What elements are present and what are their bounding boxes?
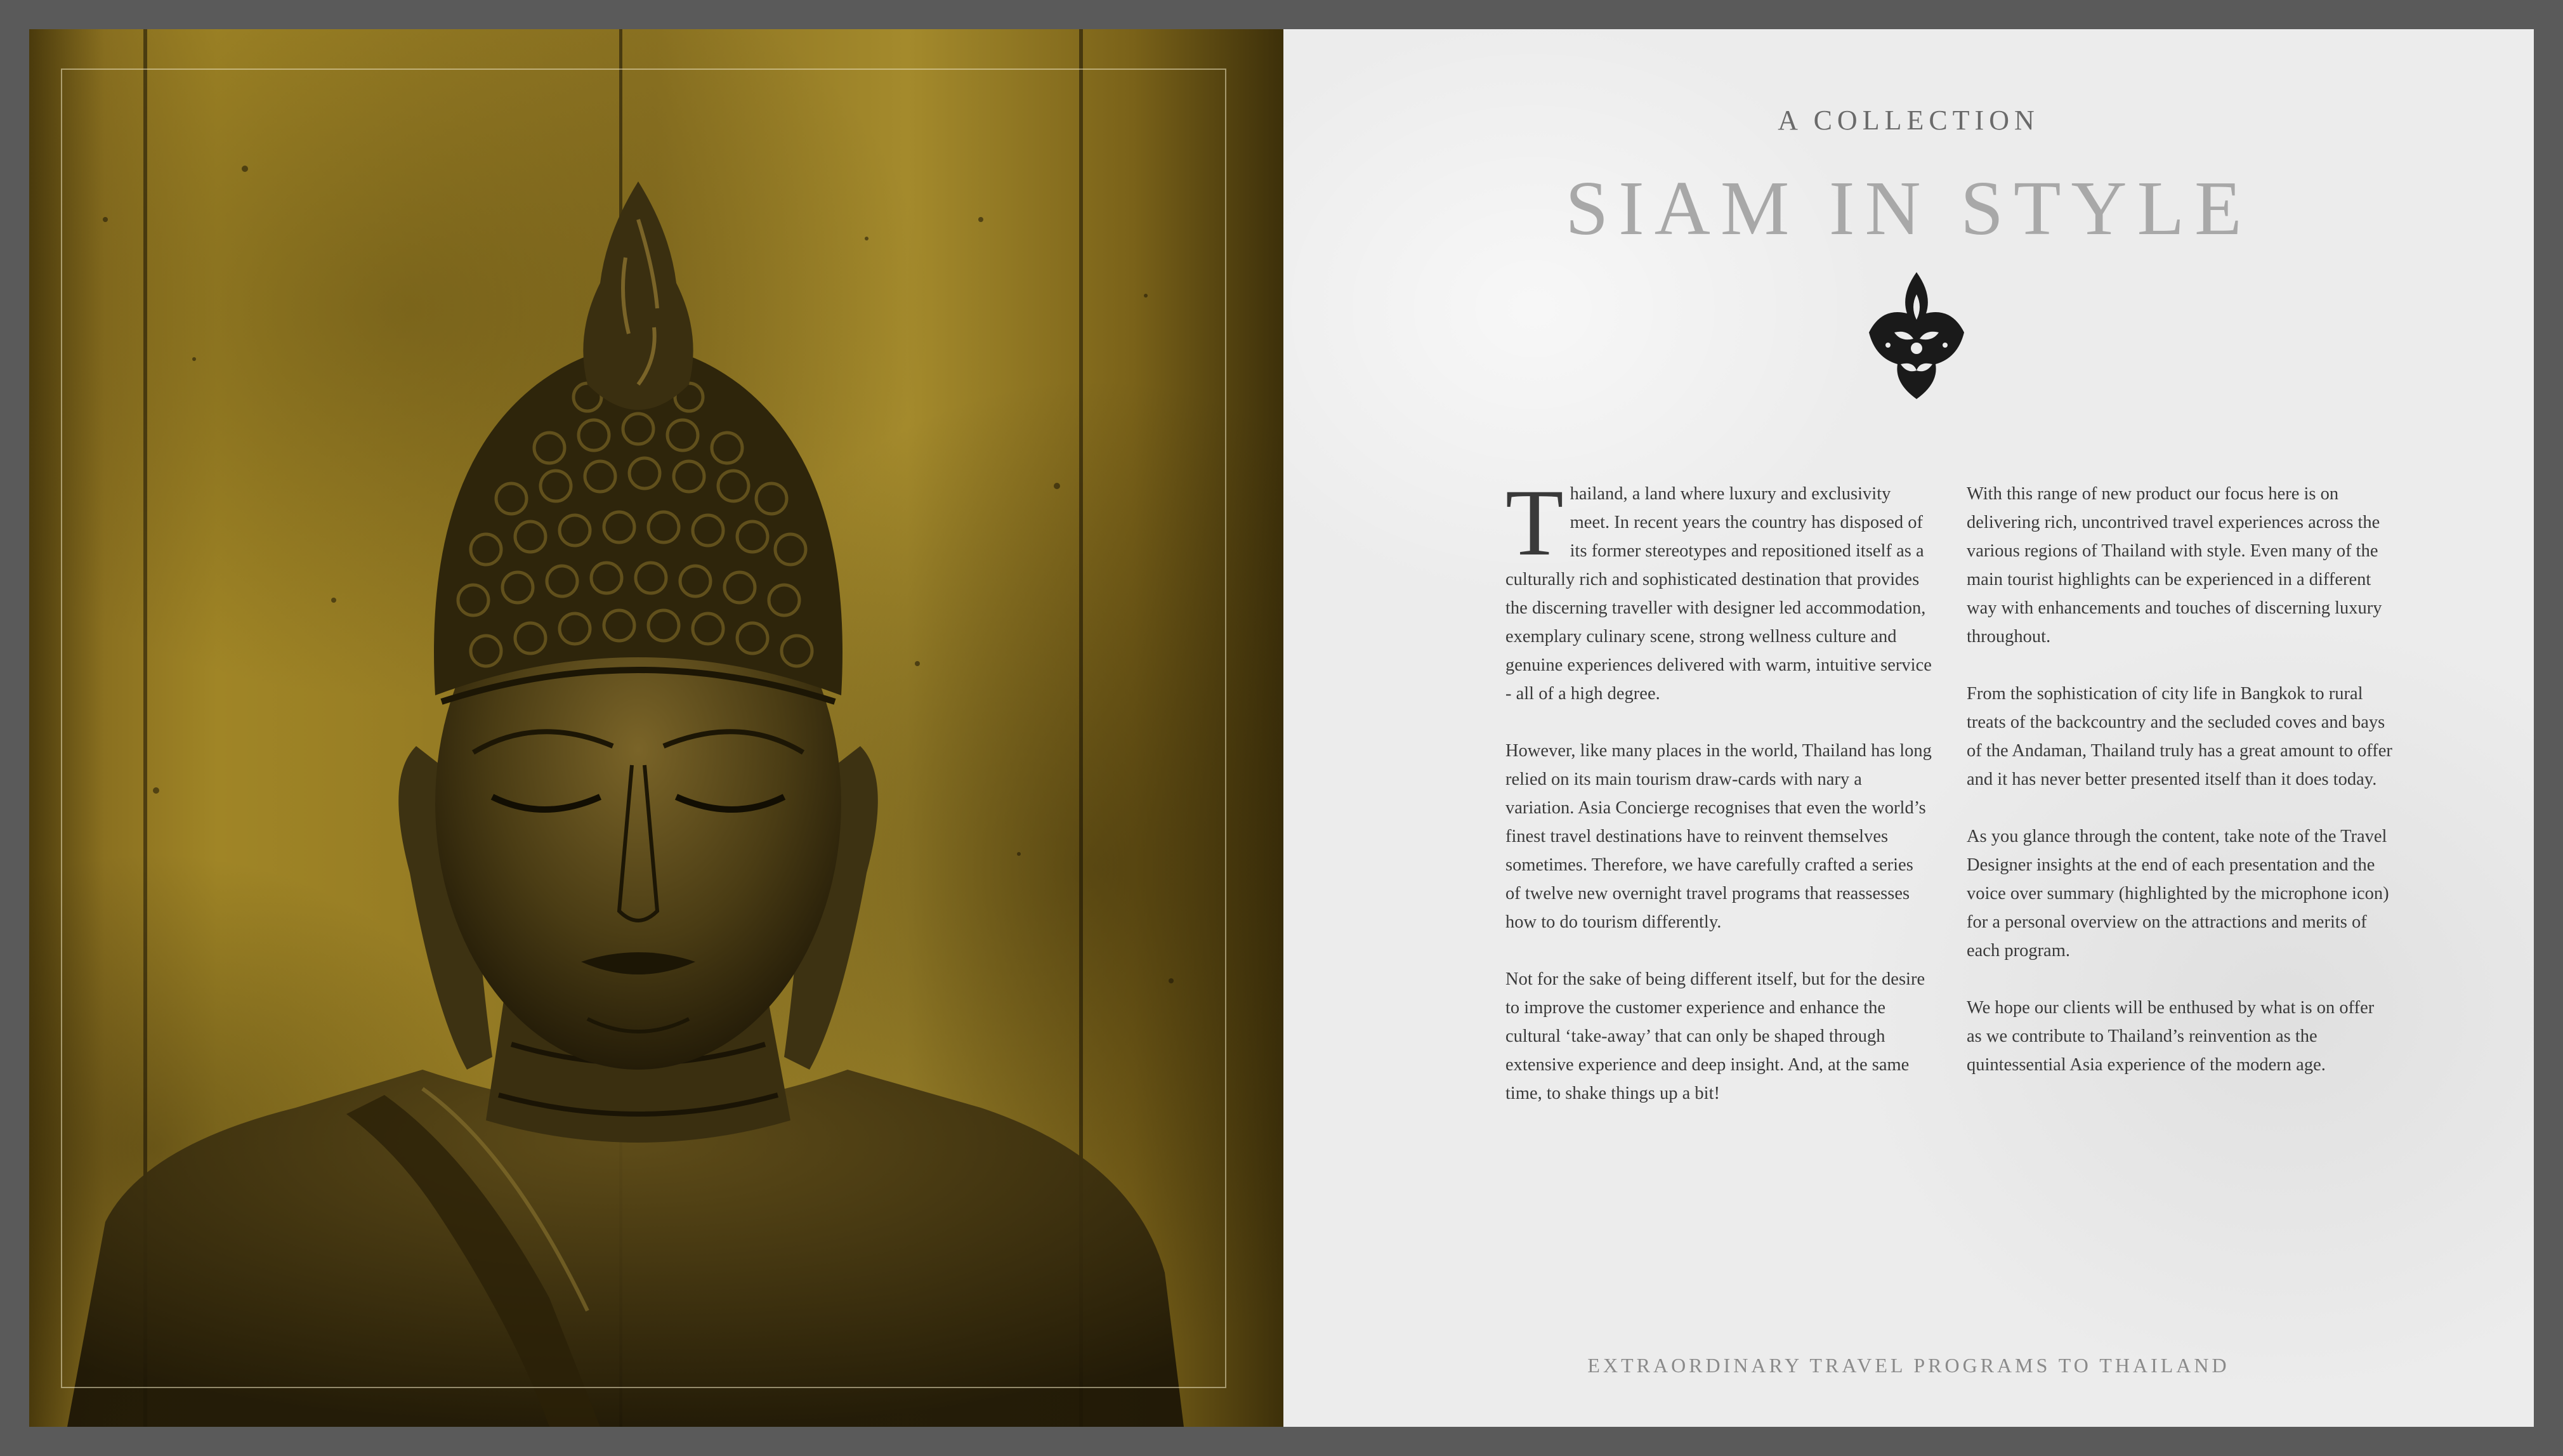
text-column-right xyxy=(1967,480,2393,1108)
paragraph: Not for the sake of being different itself, but for the desire to improve the customer experience and enhance the cultural ‘take-away’ that can only be shaped through extensive experience and deep insight. And, at the same time, to shake things up a bit! xyxy=(1505,969,1925,1103)
paragraph: As you glance through the content, take note of the Travel Designer insights at the end of each presentation and the voice over summary (highlighted by the microphone icon) for a personal overview on the attractions and merits of each program. xyxy=(1967,827,2389,961)
paragraph-text: hailand, a land where luxury and exclusivity meet. In recent years the country has disposed of its former stereotypes and repositioned itself as a culturally rich and sophisticated destination that provides the discerning traveller with designer led accommodation, exemplary culinary scene, strong wellness culture and genuine experiences delivered with warm, intuitive service - all of a high degree. xyxy=(1505,484,1932,704)
paragraph: From the sophistication of city life in Bangkok to rural treats of the backcountry and the secluded coves and bays of the Andaman, Thailand truly has a great amount to offer and it has never better presented itself than it does today. xyxy=(1967,684,2392,789)
page-footer: EXTRAORDINARY TRAVEL PROGRAMS TO THAILAND xyxy=(1587,1354,2230,1377)
drop-cap: T xyxy=(1505,470,1564,575)
inner-border-frame xyxy=(61,69,1226,1388)
page-title: SIAM IN STYLE xyxy=(1565,166,2252,251)
thai-floral-ornament-icon xyxy=(1863,269,1970,402)
paragraph: We hope our clients will be enthused by what is on offer as we contribute to Thailand’s reinvention as the quintessential Asia experience of the modern age. xyxy=(1967,998,2375,1075)
text-column-left xyxy=(1505,470,1932,1136)
brochure-spread xyxy=(29,29,2534,1427)
left-page xyxy=(29,29,1283,1427)
paragraph: However, like many places in the world, Thailand has long relied on its main tourism draw-cards with nary a variation. Asia Concierge recognises that even the world’s finest travel destinations have to reinvent themselves sometimes. Therefore, we have carefully crafted a series of twelve new overnight travel programs that reassesses how to do tourism differently. xyxy=(1505,741,1932,932)
collection-eyebrow: A COLLECTION xyxy=(1778,105,2040,136)
right-page xyxy=(1283,29,2534,1427)
intro-paragraph xyxy=(1505,470,1932,708)
paragraph: With this range of new product our focus here is on delivering rich, uncontrived travel experiences across the various regions of Thailand with style. Even many of the main tourist highlights can be experienced in a different way with enhancements and touches of discerning luxury throughout. xyxy=(1967,484,2382,646)
